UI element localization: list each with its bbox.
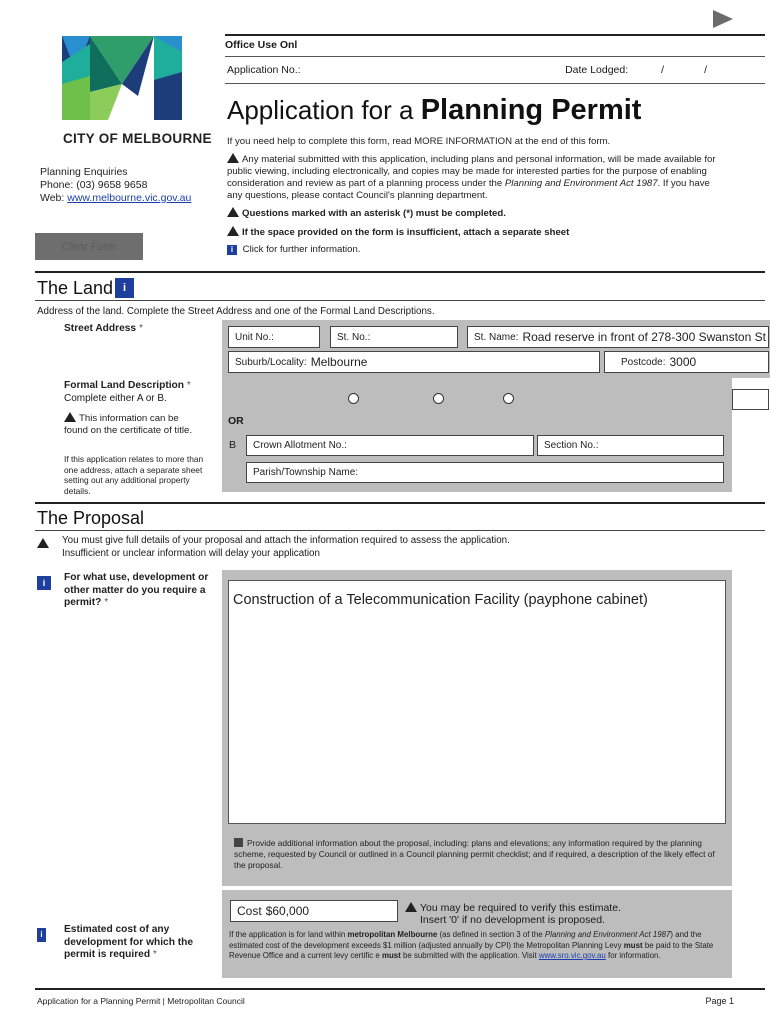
suburb-label: Suburb/Locality: — [235, 356, 307, 368]
crown-allotment-field[interactable] — [246, 435, 534, 456]
warning-icon — [227, 226, 239, 236]
levy-text-2: (as defined in section 3 of the — [439, 930, 543, 939]
cost-label: Cost — [237, 904, 262, 918]
warning-icon — [405, 902, 417, 912]
page-title — [227, 94, 641, 127]
title-bold: Planning Permit — [420, 94, 642, 126]
separate-sheet-text: If the space provided on the form is insufficient, attach a separate sheet — [242, 227, 570, 238]
levy-text-3: ) and the estimated cost of the development exceeds $1 million (adjusted annually by CPI) the Metropolitan Planning Levy — [229, 930, 702, 950]
cost-field[interactable] — [230, 900, 398, 922]
use-value: Construction of a Telecommunication Facility (payphone cabinet) — [233, 592, 648, 608]
section-no-field[interactable] — [537, 435, 724, 456]
proposal-warning — [62, 535, 510, 560]
proposal-rule — [35, 530, 765, 531]
postcode-value: 3000 — [669, 355, 697, 369]
proposal-warning-icon — [37, 534, 52, 552]
cost-info-icon[interactable]: i — [37, 924, 46, 942]
sro-link[interactable]: www.sro.vic.gov.au — [538, 951, 606, 960]
street-no-field[interactable] — [330, 326, 458, 348]
click-info-text: Click for further information. — [242, 244, 361, 255]
street-no-label: St. No.: — [337, 331, 371, 343]
land-description: Address of the land. Complete the Street Address and one of the Formal Land Descriptions. — [37, 306, 435, 317]
cost-question — [64, 924, 214, 962]
parish-township-field[interactable] — [246, 462, 724, 483]
application-no-label: Application No.: — [227, 64, 301, 76]
unit-no-field[interactable] — [228, 326, 320, 348]
warning-icon — [64, 412, 76, 422]
levy-must-2: must — [381, 951, 401, 960]
footer-divider — [35, 988, 765, 990]
date-sep-2: / — [704, 64, 707, 76]
next-page-icon[interactable] — [713, 10, 733, 28]
use-info-icon[interactable]: i — [37, 573, 51, 591]
provide-info-note — [234, 838, 724, 871]
levy-text-4: be paid to the State Revenue Office and a current levy certific e — [229, 940, 714, 960]
required-asterisk: * — [104, 597, 109, 608]
option-b-label: B — [229, 439, 237, 451]
levy-note — [229, 930, 727, 962]
public-viewing-act: Planning and Environment Act 1987 — [504, 178, 658, 189]
street-name-value: Road reserve in front of 278-300 Swanston St — [522, 330, 766, 344]
multi-address-note: If this application relates to more than one address, attach a separate sheet setting out any additional property details. — [64, 454, 204, 496]
title-regular: Application for a — [227, 95, 414, 125]
footer-left: Application for a Planning Permit | Metropolitan Council — [37, 996, 245, 1006]
radio-plan-type-1[interactable] — [433, 393, 444, 404]
office-use-label: Office Use Onl — [225, 34, 765, 51]
separate-sheet-note — [227, 226, 569, 239]
radio-plan-type-2[interactable] — [503, 393, 514, 404]
formal-land-text: Formal Land Description — [64, 380, 185, 391]
suburb-field[interactable] — [228, 351, 600, 373]
enquiries-title: Planning Enquiries — [40, 166, 128, 178]
date-lodged-label: Date Lodged: — [565, 64, 629, 76]
levy-act: Planning and Environment Act 1987 — [544, 930, 671, 939]
asterisk-note-text: Questions marked with an asterisk (*) must be completed. — [242, 208, 506, 219]
or-label: OR — [228, 415, 244, 427]
public-viewing-note — [227, 153, 717, 202]
formal-land-label — [64, 380, 191, 393]
use-question-text: For what use, development or other matter do you require a permit? — [64, 572, 209, 608]
use-textarea[interactable] — [228, 580, 726, 824]
street-address-text: Street Address — [64, 323, 137, 334]
office-use-block — [225, 34, 765, 84]
warning-icon — [227, 153, 239, 163]
postcode-label: Postcode: — [621, 356, 666, 368]
levy-text-5: be submitted with the application. — [403, 951, 520, 960]
land-title-text: The Land — [37, 278, 114, 298]
proposal-warning-line1: You must give full details of your proposal and attach the information required to assess the application. — [62, 535, 510, 546]
required-asterisk: * — [152, 949, 157, 960]
required-asterisk: * — [138, 323, 143, 334]
date-lodged — [565, 64, 765, 76]
levy-end: for information. — [608, 951, 661, 960]
section-divider — [35, 271, 765, 273]
date-sep-1: / — [661, 64, 665, 76]
formal-land-sub: Complete either A or B. — [64, 393, 167, 404]
levy-bold: metropolitan Melbourne — [347, 930, 438, 939]
parish-township-label: Parish/Township Name: — [253, 467, 359, 478]
info-icon[interactable]: i — [227, 245, 237, 255]
cost-value: $60,000 — [265, 904, 310, 918]
page-number: Page 1 — [705, 996, 734, 1006]
city-of-melbourne-logo — [60, 32, 184, 124]
attach-icon — [234, 838, 243, 847]
public-viewing-suffix: . If you have any questions, please contact Council's planning department. — [227, 178, 710, 201]
levy-must: must — [623, 940, 643, 950]
land-rule — [35, 300, 765, 301]
clear-form-button[interactable]: Clear Form — [35, 233, 143, 260]
section-divider — [35, 502, 765, 504]
verify-line2: Insert '0' if no development is proposed. — [420, 914, 605, 926]
radio-lot[interactable] — [348, 393, 359, 404]
street-name-label: St. Name: — [474, 331, 519, 343]
lot-no-field-edge[interactable] — [732, 389, 769, 410]
crown-allotment-label: Crown Allotment No.: — [253, 440, 347, 451]
verify-line1: You may be required to verify this estimate. — [420, 902, 621, 914]
enquiries-phone: Phone: (03) 9658 9658 — [40, 179, 148, 191]
click-info-note — [227, 244, 361, 256]
enquiries-web-link[interactable]: www.melbourne.vic.gov.au — [67, 192, 192, 204]
verify-note — [405, 902, 621, 926]
logo-wordmark: CITY OF MELBOURNE — [63, 131, 212, 146]
certificate-note — [64, 412, 204, 436]
required-asterisk: * — [186, 380, 191, 391]
certificate-note-text: This information can be found on the certificate of title. — [64, 413, 192, 436]
provide-info-text: Provide additional information about the proposal, including: plans and elevations; any information required by the planning scheme, requested by Council or outlined in a Council planning permit checklist; and if required, a description of the likely effect of the proposal. — [234, 838, 715, 870]
cost-question-text: Estimated cost of any development for which the permit is required — [64, 924, 194, 960]
use-question — [64, 572, 209, 610]
planning-enquiries — [40, 166, 191, 205]
land-section-title — [37, 278, 134, 299]
street-name-field[interactable] — [467, 326, 769, 348]
public-viewing-text: Any material submitted with this application, including plans and personal information, will be made available for public viewing, including electronically, and copies may be made for interested parties for the purpose of enabling consideration and review as part of a planning process under the — [227, 154, 716, 189]
levy-visit: Visit — [521, 951, 537, 960]
intro-text: If you need help to complete this form, read MORE INFORMATION at the end of this form. — [227, 136, 611, 147]
asterisk-note — [227, 207, 506, 220]
warning-icon — [227, 207, 239, 217]
proposal-section-title: The Proposal — [37, 508, 145, 528]
enquiries-web-prefix: Web: — [40, 192, 68, 204]
levy-text-1: If the application is for land within — [229, 930, 346, 939]
postcode-field[interactable] — [604, 351, 769, 373]
proposal-warning-line2: Insufficient or unclear information will delay your application — [62, 547, 320, 559]
unit-no-label: Unit No.: — [235, 331, 274, 343]
suburb-value: Melbourne — [310, 355, 368, 369]
street-address-label — [64, 323, 143, 336]
land-info-icon[interactable]: i — [115, 278, 134, 298]
section-no-label: Section No.: — [544, 440, 599, 451]
